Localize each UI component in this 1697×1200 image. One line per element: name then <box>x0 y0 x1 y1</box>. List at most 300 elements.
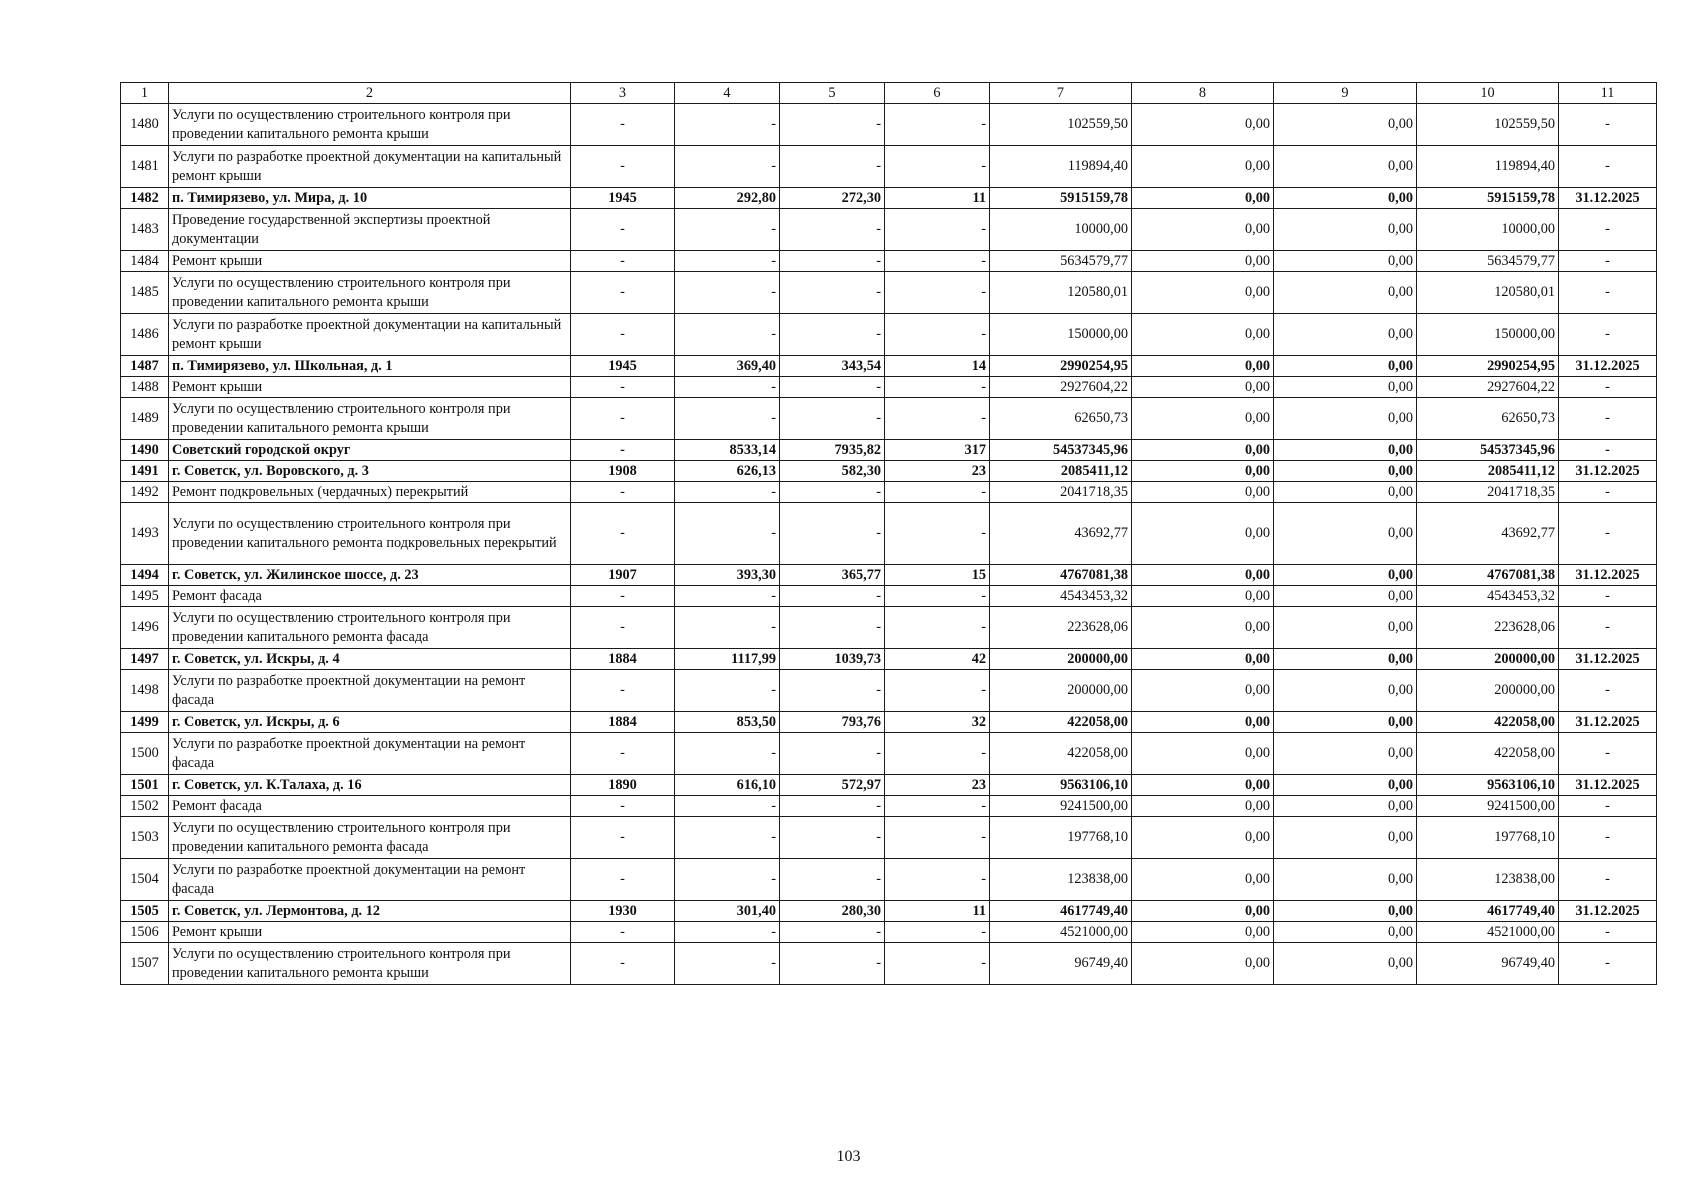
living-area-cell: - <box>780 670 885 712</box>
living-area-cell: - <box>780 482 885 503</box>
cost-col-8-cell: 0,00 <box>1132 775 1274 796</box>
year-built-cell: - <box>571 377 675 398</box>
row-number-cell: 1490 <box>121 440 169 461</box>
deadline-cell: 31.12.2025 <box>1559 565 1657 586</box>
cost-col-9-cell: 0,00 <box>1274 209 1417 251</box>
residents-cell: 32 <box>885 712 990 733</box>
total-area-cell: - <box>675 817 780 859</box>
cost-col-8-cell: 0,00 <box>1132 251 1274 272</box>
cost-col-10-cell: 120580,01 <box>1417 272 1559 314</box>
residents-cell: - <box>885 733 990 775</box>
row-number-cell: 1501 <box>121 775 169 796</box>
total-area-cell: - <box>675 377 780 398</box>
residents-cell: 11 <box>885 901 990 922</box>
residents-cell: - <box>885 586 990 607</box>
cost-total-cell: 119894,40 <box>990 146 1132 188</box>
column-header: 6 <box>885 83 990 104</box>
total-area-cell: - <box>675 922 780 943</box>
cost-col-8-cell: 0,00 <box>1132 817 1274 859</box>
row-number-cell: 1484 <box>121 251 169 272</box>
cost-col-8-cell: 0,00 <box>1132 398 1274 440</box>
cost-total-cell: 422058,00 <box>990 712 1132 733</box>
work-name-cell: Услуги по осуществлению строительного контроля при проведении капитального ремонта крыши <box>169 398 571 440</box>
year-built-cell: - <box>571 440 675 461</box>
work-name-cell: Ремонт крыши <box>169 922 571 943</box>
cost-total-cell: 2085411,12 <box>990 461 1132 482</box>
work-name-cell: Услуги по осуществлению строительного контроля при проведении капитального ремонта подкровельных перекрытий <box>169 503 571 565</box>
column-header: 1 <box>121 83 169 104</box>
year-built-cell: - <box>571 817 675 859</box>
work-name-cell: Услуги по осуществлению строительного контроля при проведении капитального ремонта крыши <box>169 104 571 146</box>
table-row <box>121 188 1657 209</box>
table-row <box>121 314 1657 356</box>
row-number-cell: 1495 <box>121 586 169 607</box>
table-row <box>121 670 1657 712</box>
year-built-cell: - <box>571 943 675 985</box>
cost-col-9-cell: 0,00 <box>1274 146 1417 188</box>
living-area-cell: - <box>780 922 885 943</box>
cost-col-10-cell: 197768,10 <box>1417 817 1559 859</box>
total-area-cell: - <box>675 272 780 314</box>
cost-total-cell: 150000,00 <box>990 314 1132 356</box>
cost-col-8-cell: 0,00 <box>1132 146 1274 188</box>
deadline-cell: 31.12.2025 <box>1559 712 1657 733</box>
cost-total-cell: 123838,00 <box>990 859 1132 901</box>
work-name-cell: г. Советск, ул. Жилинское шоссе, д. 23 <box>169 565 571 586</box>
work-name-cell: Ремонт фасада <box>169 796 571 817</box>
residents-cell: - <box>885 943 990 985</box>
work-name-cell: п. Тимирязево, ул. Школьная, д. 1 <box>169 356 571 377</box>
total-area-cell: - <box>675 314 780 356</box>
work-name-cell: Услуги по разработке проектной документации на ремонт фасада <box>169 733 571 775</box>
living-area-cell: - <box>780 586 885 607</box>
cost-col-8-cell: 0,00 <box>1132 649 1274 670</box>
cost-total-cell: 10000,00 <box>990 209 1132 251</box>
column-header: 4 <box>675 83 780 104</box>
cost-col-9-cell: 0,00 <box>1274 104 1417 146</box>
cost-col-10-cell: 2927604,22 <box>1417 377 1559 398</box>
cost-total-cell: 43692,77 <box>990 503 1132 565</box>
living-area-cell: - <box>780 943 885 985</box>
column-header: 5 <box>780 83 885 104</box>
cost-col-8-cell: 0,00 <box>1132 586 1274 607</box>
cost-col-8-cell: 0,00 <box>1132 901 1274 922</box>
cost-col-9-cell: 0,00 <box>1274 398 1417 440</box>
year-built-cell: - <box>571 272 675 314</box>
page-number: 103 <box>836 1148 861 1165</box>
deadline-cell: - <box>1559 503 1657 565</box>
total-area-cell: - <box>675 209 780 251</box>
table-row <box>121 859 1657 901</box>
residents-cell: 23 <box>885 775 990 796</box>
table-row <box>121 733 1657 775</box>
work-name-cell: г. Советск, ул. Воровского, д. 3 <box>169 461 571 482</box>
cost-col-10-cell: 43692,77 <box>1417 503 1559 565</box>
living-area-cell: - <box>780 607 885 649</box>
row-number-cell: 1503 <box>121 817 169 859</box>
cost-total-cell: 9563106,10 <box>990 775 1132 796</box>
cost-col-9-cell: 0,00 <box>1274 586 1417 607</box>
work-name-cell: Услуги по разработке проектной документации на капитальный ремонт крыши <box>169 146 571 188</box>
total-area-cell: - <box>675 607 780 649</box>
year-built-cell: - <box>571 209 675 251</box>
cost-col-9-cell: 0,00 <box>1274 503 1417 565</box>
table-row <box>121 901 1657 922</box>
deadline-cell: - <box>1559 398 1657 440</box>
deadline-cell: - <box>1559 146 1657 188</box>
cost-col-9-cell: 0,00 <box>1274 733 1417 775</box>
cost-col-10-cell: 4543453,32 <box>1417 586 1559 607</box>
total-area-cell: 616,10 <box>675 775 780 796</box>
cost-total-cell: 2927604,22 <box>990 377 1132 398</box>
total-area-cell: 393,30 <box>675 565 780 586</box>
work-name-cell: Услуги по осуществлению строительного контроля при проведении капитального ремонта фасада <box>169 817 571 859</box>
cost-col-8-cell: 0,00 <box>1132 314 1274 356</box>
table-row <box>121 943 1657 985</box>
deadline-cell: 31.12.2025 <box>1559 901 1657 922</box>
column-header: 10 <box>1417 83 1559 104</box>
cost-col-9-cell: 0,00 <box>1274 188 1417 209</box>
residents-cell: - <box>885 272 990 314</box>
living-area-cell: 280,30 <box>780 901 885 922</box>
deadline-cell: - <box>1559 586 1657 607</box>
cost-col-8-cell: 0,00 <box>1132 712 1274 733</box>
table-row <box>121 482 1657 503</box>
residents-cell: - <box>885 817 990 859</box>
row-number-cell: 1483 <box>121 209 169 251</box>
cost-col-8-cell: 0,00 <box>1132 440 1274 461</box>
total-area-cell: - <box>675 482 780 503</box>
row-number-cell: 1480 <box>121 104 169 146</box>
row-number-cell: 1491 <box>121 461 169 482</box>
cost-col-10-cell: 200000,00 <box>1417 670 1559 712</box>
cost-col-10-cell: 150000,00 <box>1417 314 1559 356</box>
cost-col-9-cell: 0,00 <box>1274 607 1417 649</box>
living-area-cell: - <box>780 209 885 251</box>
cost-col-8-cell: 0,00 <box>1132 565 1274 586</box>
residents-cell: 11 <box>885 188 990 209</box>
deadline-cell: - <box>1559 943 1657 985</box>
work-name-cell: г. Советск, ул. Лермонтова, д. 12 <box>169 901 571 922</box>
living-area-cell: 365,77 <box>780 565 885 586</box>
row-number-cell: 1496 <box>121 607 169 649</box>
total-area-cell: - <box>675 943 780 985</box>
work-name-cell: Услуги по осуществлению строительного контроля при проведении капитального ремонта фасада <box>169 607 571 649</box>
column-header: 2 <box>169 83 571 104</box>
work-name-cell: Услуги по разработке проектной документации на ремонт фасада <box>169 670 571 712</box>
table-row <box>121 586 1657 607</box>
cost-col-8-cell: 0,00 <box>1132 859 1274 901</box>
living-area-cell: 272,30 <box>780 188 885 209</box>
year-built-cell: - <box>571 314 675 356</box>
cost-col-8-cell: 0,00 <box>1132 922 1274 943</box>
year-built-cell: - <box>571 503 675 565</box>
column-header: 3 <box>571 83 675 104</box>
deadline-cell: - <box>1559 104 1657 146</box>
year-built-cell: 1930 <box>571 901 675 922</box>
deadline-cell: - <box>1559 607 1657 649</box>
cost-col-8-cell: 0,00 <box>1132 796 1274 817</box>
year-built-cell: - <box>571 670 675 712</box>
row-number-cell: 1482 <box>121 188 169 209</box>
year-built-cell: - <box>571 922 675 943</box>
row-number-cell: 1487 <box>121 356 169 377</box>
deadline-cell: - <box>1559 922 1657 943</box>
row-number-cell: 1485 <box>121 272 169 314</box>
cost-total-cell: 96749,40 <box>990 943 1132 985</box>
cost-col-9-cell: 0,00 <box>1274 461 1417 482</box>
cost-total-cell: 4543453,32 <box>990 586 1132 607</box>
table-row <box>121 565 1657 586</box>
residents-cell: - <box>885 146 990 188</box>
column-header: 11 <box>1559 83 1657 104</box>
cost-col-8-cell: 0,00 <box>1132 104 1274 146</box>
total-area-cell: 301,40 <box>675 901 780 922</box>
table-row <box>121 607 1657 649</box>
row-number-cell: 1502 <box>121 796 169 817</box>
living-area-cell: - <box>780 251 885 272</box>
living-area-cell: 582,30 <box>780 461 885 482</box>
living-area-cell: - <box>780 733 885 775</box>
cost-col-9-cell: 0,00 <box>1274 670 1417 712</box>
deadline-cell: 31.12.2025 <box>1559 649 1657 670</box>
total-area-cell: - <box>675 251 780 272</box>
cost-total-cell: 4521000,00 <box>990 922 1132 943</box>
table-body <box>121 104 1657 985</box>
row-number-cell: 1500 <box>121 733 169 775</box>
year-built-cell: 1884 <box>571 712 675 733</box>
year-built-cell: - <box>571 586 675 607</box>
register-table <box>120 82 1657 985</box>
cost-total-cell: 197768,10 <box>990 817 1132 859</box>
cost-total-cell: 2990254,95 <box>990 356 1132 377</box>
cost-total-cell: 2041718,35 <box>990 482 1132 503</box>
cost-col-10-cell: 102559,50 <box>1417 104 1559 146</box>
total-area-cell: - <box>675 104 780 146</box>
cost-col-9-cell: 0,00 <box>1274 775 1417 796</box>
cost-col-10-cell: 2041718,35 <box>1417 482 1559 503</box>
cost-total-cell: 102559,50 <box>990 104 1132 146</box>
residents-cell: 15 <box>885 565 990 586</box>
residents-cell: 14 <box>885 356 990 377</box>
total-area-cell: - <box>675 733 780 775</box>
work-name-cell: Услуги по разработке проектной документации на капитальный ремонт крыши <box>169 314 571 356</box>
deadline-cell: - <box>1559 209 1657 251</box>
deadline-cell: - <box>1559 670 1657 712</box>
residents-cell: - <box>885 670 990 712</box>
cost-col-10-cell: 2990254,95 <box>1417 356 1559 377</box>
row-number-cell: 1507 <box>121 943 169 985</box>
living-area-cell: - <box>780 796 885 817</box>
cost-col-10-cell: 422058,00 <box>1417 712 1559 733</box>
cost-total-cell: 4767081,38 <box>990 565 1132 586</box>
cost-col-8-cell: 0,00 <box>1132 377 1274 398</box>
row-number-cell: 1505 <box>121 901 169 922</box>
work-name-cell: Ремонт фасада <box>169 586 571 607</box>
cost-total-cell: 5915159,78 <box>990 188 1132 209</box>
cost-col-10-cell: 4617749,40 <box>1417 901 1559 922</box>
work-name-cell: Ремонт крыши <box>169 377 571 398</box>
cost-col-10-cell: 9241500,00 <box>1417 796 1559 817</box>
row-number-cell: 1493 <box>121 503 169 565</box>
table-row <box>121 356 1657 377</box>
row-number-cell: 1504 <box>121 859 169 901</box>
deadline-cell: - <box>1559 796 1657 817</box>
cost-col-9-cell: 0,00 <box>1274 482 1417 503</box>
living-area-cell: - <box>780 817 885 859</box>
cost-col-10-cell: 223628,06 <box>1417 607 1559 649</box>
table-row <box>121 712 1657 733</box>
residents-cell: - <box>885 251 990 272</box>
living-area-cell: - <box>780 503 885 565</box>
work-name-cell: г. Советск, ул. Искры, д. 6 <box>169 712 571 733</box>
cost-col-10-cell: 5915159,78 <box>1417 188 1559 209</box>
column-header: 8 <box>1132 83 1274 104</box>
cost-col-8-cell: 0,00 <box>1132 461 1274 482</box>
cost-col-10-cell: 10000,00 <box>1417 209 1559 251</box>
work-name-cell: Услуги по осуществлению строительного контроля при проведении капитального ремонта крыши <box>169 943 571 985</box>
deadline-cell: - <box>1559 733 1657 775</box>
cost-col-9-cell: 0,00 <box>1274 314 1417 356</box>
cost-col-9-cell: 0,00 <box>1274 817 1417 859</box>
cost-total-cell: 5634579,77 <box>990 251 1132 272</box>
year-built-cell: - <box>571 104 675 146</box>
living-area-cell: - <box>780 272 885 314</box>
cost-col-10-cell: 54537345,96 <box>1417 440 1559 461</box>
work-name-cell: Ремонт подкровельных (чердачных) перекрытий <box>169 482 571 503</box>
cost-col-8-cell: 0,00 <box>1132 670 1274 712</box>
deadline-cell: - <box>1559 251 1657 272</box>
year-built-cell: - <box>571 482 675 503</box>
cost-col-9-cell: 0,00 <box>1274 922 1417 943</box>
table-row <box>121 796 1657 817</box>
total-area-cell: 1117,99 <box>675 649 780 670</box>
total-area-cell: 626,13 <box>675 461 780 482</box>
residents-cell: - <box>885 607 990 649</box>
header-row <box>121 83 1657 104</box>
total-area-cell: - <box>675 503 780 565</box>
cost-col-9-cell: 0,00 <box>1274 796 1417 817</box>
residents-cell: - <box>885 398 990 440</box>
row-number-cell: 1497 <box>121 649 169 670</box>
residents-cell: - <box>885 482 990 503</box>
table-row <box>121 398 1657 440</box>
living-area-cell: 793,76 <box>780 712 885 733</box>
cost-col-9-cell: 0,00 <box>1274 377 1417 398</box>
deadline-cell: - <box>1559 272 1657 314</box>
table-row <box>121 817 1657 859</box>
row-number-cell: 1486 <box>121 314 169 356</box>
year-built-cell: - <box>571 251 675 272</box>
table-row <box>121 922 1657 943</box>
cost-col-10-cell: 4521000,00 <box>1417 922 1559 943</box>
deadline-cell: - <box>1559 817 1657 859</box>
cost-total-cell: 9241500,00 <box>990 796 1132 817</box>
deadline-cell: 31.12.2025 <box>1559 775 1657 796</box>
cost-col-8-cell: 0,00 <box>1132 943 1274 985</box>
cost-col-10-cell: 2085411,12 <box>1417 461 1559 482</box>
cost-col-9-cell: 0,00 <box>1274 440 1417 461</box>
row-number-cell: 1489 <box>121 398 169 440</box>
cost-total-cell: 4617749,40 <box>990 901 1132 922</box>
year-built-cell: - <box>571 146 675 188</box>
work-name-cell: г. Советск, ул. К.Талаха, д. 16 <box>169 775 571 796</box>
work-name-cell: Советский городской округ <box>169 440 571 461</box>
cost-col-8-cell: 0,00 <box>1132 607 1274 649</box>
year-built-cell: 1890 <box>571 775 675 796</box>
table-row <box>121 461 1657 482</box>
table-row <box>121 209 1657 251</box>
cost-total-cell: 120580,01 <box>990 272 1132 314</box>
table-row <box>121 251 1657 272</box>
work-name-cell: Услуги по разработке проектной документации на ремонт фасада <box>169 859 571 901</box>
deadline-cell: 31.12.2025 <box>1559 461 1657 482</box>
cost-total-cell: 54537345,96 <box>990 440 1132 461</box>
table-row <box>121 440 1657 461</box>
table-row <box>121 649 1657 670</box>
cost-col-9-cell: 0,00 <box>1274 356 1417 377</box>
living-area-cell: - <box>780 146 885 188</box>
table-row <box>121 377 1657 398</box>
year-built-cell: - <box>571 859 675 901</box>
living-area-cell: - <box>780 314 885 356</box>
cost-col-9-cell: 0,00 <box>1274 272 1417 314</box>
residents-cell: - <box>885 922 990 943</box>
cost-col-8-cell: 0,00 <box>1132 733 1274 775</box>
total-area-cell: 8533,14 <box>675 440 780 461</box>
row-number-cell: 1506 <box>121 922 169 943</box>
living-area-cell: 1039,73 <box>780 649 885 670</box>
living-area-cell: 572,97 <box>780 775 885 796</box>
residents-cell: 23 <box>885 461 990 482</box>
total-area-cell: 292,80 <box>675 188 780 209</box>
cost-col-10-cell: 119894,40 <box>1417 146 1559 188</box>
residents-cell: - <box>885 104 990 146</box>
cost-total-cell: 422058,00 <box>990 733 1132 775</box>
deadline-cell: - <box>1559 859 1657 901</box>
cost-col-8-cell: 0,00 <box>1132 482 1274 503</box>
total-area-cell: - <box>675 586 780 607</box>
living-area-cell: - <box>780 398 885 440</box>
cost-total-cell: 62650,73 <box>990 398 1132 440</box>
row-number-cell: 1499 <box>121 712 169 733</box>
year-built-cell: 1945 <box>571 356 675 377</box>
year-built-cell: 1945 <box>571 188 675 209</box>
table-row <box>121 775 1657 796</box>
cost-col-8-cell: 0,00 <box>1132 272 1274 314</box>
residents-cell: - <box>885 377 990 398</box>
row-number-cell: 1492 <box>121 482 169 503</box>
total-area-cell: 853,50 <box>675 712 780 733</box>
work-name-cell: г. Советск, ул. Искры, д. 4 <box>169 649 571 670</box>
cost-col-10-cell: 123838,00 <box>1417 859 1559 901</box>
row-number-cell: 1481 <box>121 146 169 188</box>
year-built-cell: 1908 <box>571 461 675 482</box>
cost-col-10-cell: 9563106,10 <box>1417 775 1559 796</box>
residents-cell: - <box>885 503 990 565</box>
column-header: 7 <box>990 83 1132 104</box>
living-area-cell: - <box>780 104 885 146</box>
cost-col-9-cell: 0,00 <box>1274 943 1417 985</box>
total-area-cell: - <box>675 859 780 901</box>
deadline-cell: - <box>1559 440 1657 461</box>
cost-col-10-cell: 422058,00 <box>1417 733 1559 775</box>
cost-col-9-cell: 0,00 <box>1274 901 1417 922</box>
residents-cell: - <box>885 314 990 356</box>
year-built-cell: 1884 <box>571 649 675 670</box>
residents-cell: 317 <box>885 440 990 461</box>
residents-cell: 42 <box>885 649 990 670</box>
